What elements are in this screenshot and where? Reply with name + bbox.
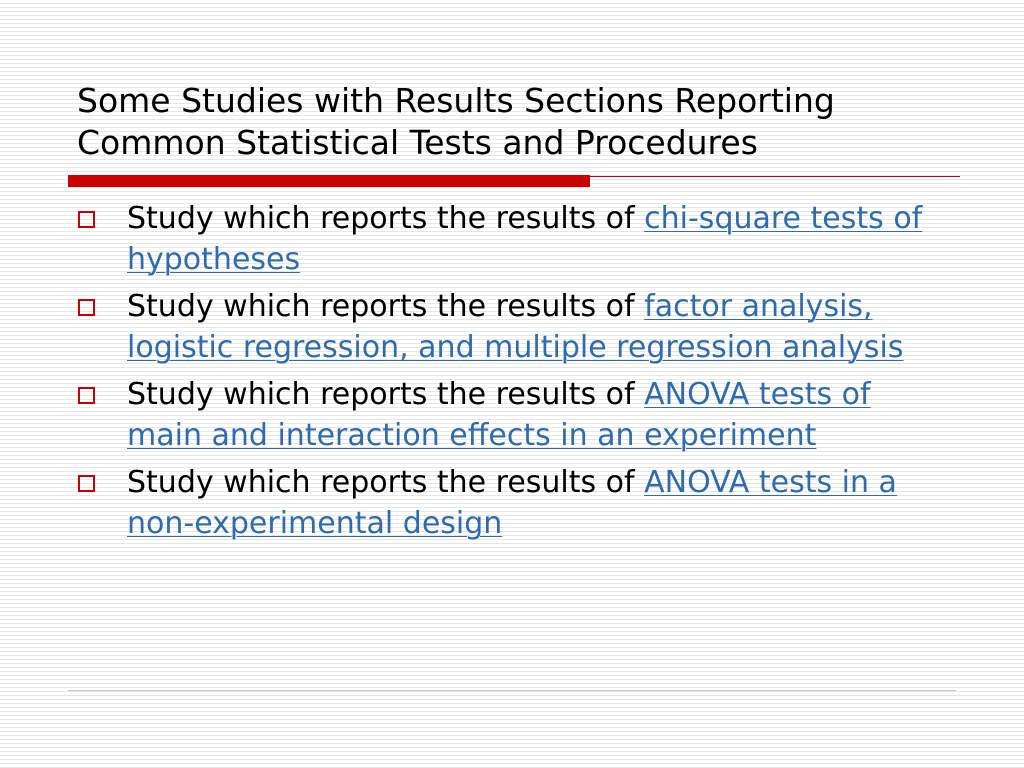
bullet-text: Study which reports the results of — [127, 201, 645, 236]
link-anova-experiment[interactable]: ANOVA tests of main and interaction effects in an experiment — [127, 377, 871, 453]
hollow-square-bullet-icon — [78, 387, 95, 404]
link-chi-square-tests[interactable]: chi-square tests of hypotheses — [127, 201, 923, 277]
hollow-square-bullet-icon — [78, 475, 95, 492]
bullet-text: Study which reports the results of — [127, 289, 645, 324]
title-accent-line — [590, 176, 960, 177]
footer-divider — [68, 690, 956, 691]
bullet-item-factor-analysis — [74, 286, 934, 368]
bullet-text: Study which reports the results of — [127, 465, 645, 500]
link-factor-analysis[interactable]: factor analysis, logistic regression, and multiple regression analysis — [127, 289, 904, 365]
bullet-item-anova-experiment — [74, 374, 934, 456]
slide-title — [77, 80, 977, 164]
title-accent-bar — [68, 175, 590, 187]
bullet-list — [74, 198, 934, 550]
hollow-square-bullet-icon — [78, 211, 95, 228]
slide-title-line-2: Common Statistical Tests and Procedures — [77, 123, 758, 162]
bullet-item-anova-non-experimental — [74, 462, 934, 544]
link-anova-non-experimental[interactable]: ANOVA tests in a non-experimental design — [127, 465, 897, 541]
bullet-item-chi-square — [74, 198, 934, 280]
bullet-text: Study which reports the results of — [127, 377, 645, 412]
slide-title-line-1: Some Studies with Results Sections Reporting — [77, 81, 835, 120]
hollow-square-bullet-icon — [78, 299, 95, 316]
